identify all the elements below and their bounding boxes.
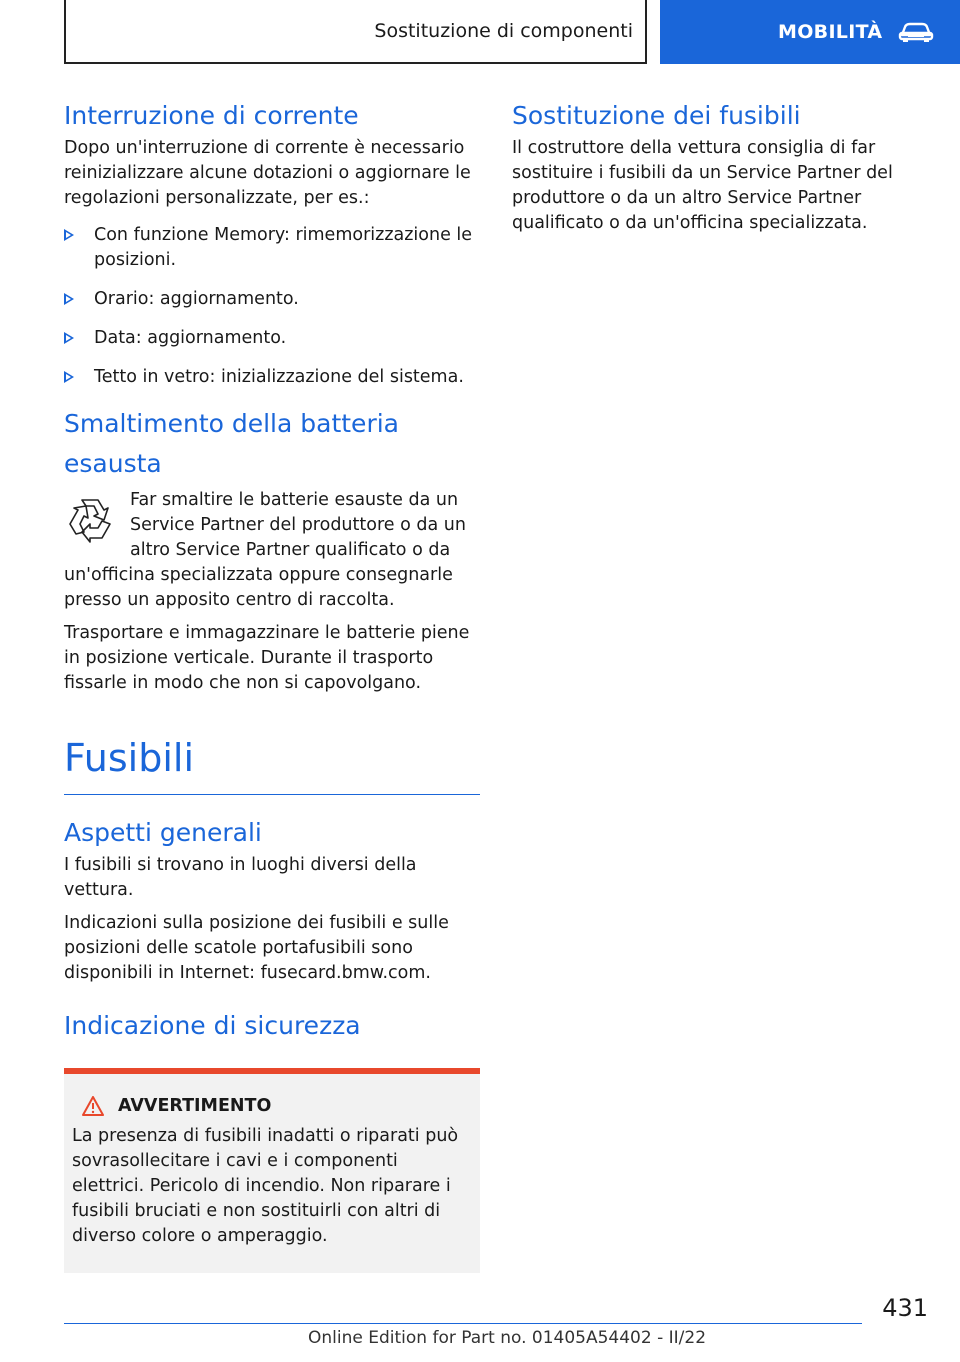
battery-transport-text: Trasportare e immagazzinare le batterie piene in posizione verticale. Durante il trasporto fissarle in modo che non si capovolgano. [64, 623, 470, 693]
section-title: Sostituzione di componenti [374, 20, 633, 42]
warning-triangle-icon [82, 1096, 104, 1116]
list-item: Data: aggiornamento. [64, 326, 480, 351]
general-aspects-text-2: Indicazioni sulla posizione dei fusibili e sulle posizioni delle scatole portafusibili sono disponibili in Internet: fusecard.bmw.com. [64, 913, 449, 983]
footer-divider [64, 1323, 862, 1324]
recycle-icon [64, 494, 116, 550]
battery-disposal-text: Far smaltire le batterie esauste da un Service Partner del produttore o da un altro Service Partner qualificato o da un'officina specializzata oppure consegnarle presso un apposito centro di raccolta. [64, 490, 466, 610]
footer-edition: Online Edition for Part no. 01405A54402 - II/22 [308, 1328, 707, 1348]
general-aspects-text-1: I fusibili si trovano in luoghi diversi della vettura. [64, 855, 417, 900]
warning-text: La presenza di fusibili inadatti o riparati può sovrasollecitare i cavi e i componenti elettrici. Pericolo di incendio. Non riparare i fusibili bruciati e non sostituirli con altri di diverso colore o amperaggio. [72, 1126, 459, 1246]
bullet-triangle-icon [64, 293, 74, 305]
heading-general-aspects: Aspetti generali [64, 818, 262, 847]
right-column [512, 96, 928, 236]
bullet-triangle-icon [64, 371, 74, 383]
list-item: Tetto in vetro: inizializzazione del sistema. [64, 365, 480, 390]
page-number: 431 [882, 1294, 928, 1322]
battery-disposal-block [64, 488, 480, 613]
left-column [64, 96, 480, 1273]
bullet-triangle-icon [64, 332, 74, 344]
warning-header [72, 1094, 472, 1118]
fuse-replacement-text: Il costruttore della vettura consiglia di far sostituire i fusibili da un Service Partner del produttore o da un altro Service Partner qualificato o da un'officina specializzata. [512, 138, 893, 233]
car-icon [898, 21, 934, 43]
section-header [64, 0, 647, 64]
heading-battery-disposal: Smaltimento della batteria esausta [64, 409, 399, 478]
power-interruption-intro: Dopo un'interruzione di corrente è necessario reinizializzare alcune dotazioni o aggiornare le regolazioni personalizzate, per es.: [64, 138, 471, 208]
bullet-triangle-icon [64, 229, 74, 241]
warning-box [64, 1068, 480, 1273]
heading-safety-notice: Indicazione di sicurezza [64, 1011, 361, 1040]
chapter-tab-label: MOBILITÀ [778, 21, 883, 43]
list-item: Orario: aggiornamento. [64, 287, 480, 312]
warning-title: AVVERTIMENTO [118, 1096, 272, 1116]
heading-power-interruption: Interruzione di corrente [64, 101, 359, 130]
chapter-title-fuses: Fusibili [64, 736, 195, 780]
chapter-tab[interactable] [660, 0, 960, 64]
list-item: Con funzione Memory: rimemorizzazione le posizioni. [64, 223, 480, 273]
heading-fuse-replacement: Sostituzione dei fusibili [512, 101, 801, 130]
bullet-list [64, 223, 480, 390]
